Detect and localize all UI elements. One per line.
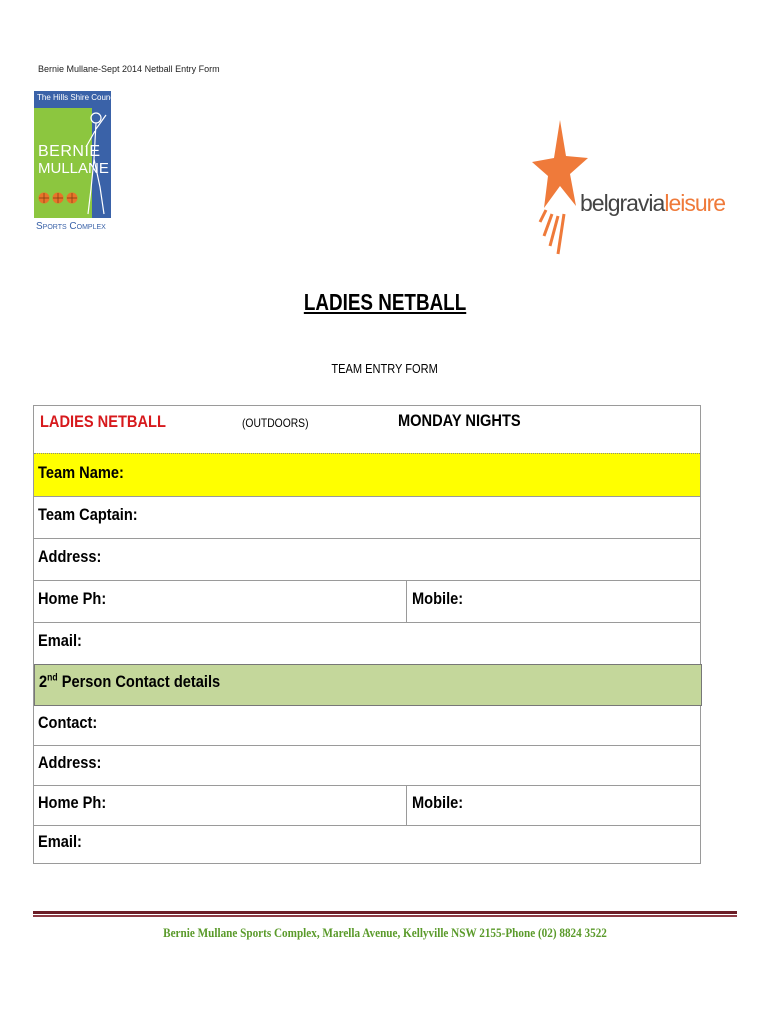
contact-field[interactable] <box>34 706 700 745</box>
mobile2-label: Mobile: <box>412 793 464 812</box>
team-name-label: Team Name: <box>38 463 124 482</box>
column-divider <box>406 581 407 623</box>
second-contact-ordinal: 2 <box>39 672 48 691</box>
email2-field[interactable] <box>34 825 700 863</box>
belgravia-logo <box>530 118 726 258</box>
second-contact-header <box>34 664 702 706</box>
logo-name-bernie: BERNIE <box>38 143 101 160</box>
location-label: (OUTDOORS) <box>242 416 309 430</box>
second-contact-label <box>39 672 220 692</box>
team-captain-label: Team Captain: <box>38 505 138 524</box>
second-contact-rest: Person Contact details <box>57 672 221 691</box>
entry-form-table <box>33 405 701 864</box>
header-note: Bernie Mullane-Sept 2014 Netball Entry Form <box>38 64 220 74</box>
footer-address <box>0 925 770 941</box>
address2-label: Address: <box>38 753 102 772</box>
belgravia-text: belgravia <box>580 190 665 216</box>
home-ph-label: Home Ph: <box>38 589 107 608</box>
address-field[interactable] <box>34 538 700 580</box>
night-label: MONDAY NIGHTS <box>398 411 521 430</box>
form-header-row <box>34 406 700 453</box>
logo-sports-complex: Sports Complex <box>36 221 106 232</box>
leisure-text: leisure <box>664 190 726 216</box>
star-icon <box>530 118 590 258</box>
phone-row <box>34 580 700 622</box>
address2-field[interactable] <box>34 745 700 785</box>
form-subtitle-text: TEAM ENTRY FORM <box>331 361 439 376</box>
email-field[interactable] <box>34 622 700 664</box>
logo-name-mullane: MULLANE <box>38 160 109 177</box>
email-label: Email: <box>38 631 82 650</box>
team-name-field[interactable] <box>34 453 700 496</box>
contact-label: Contact: <box>38 713 98 732</box>
belgravia-wordmark <box>580 190 725 217</box>
balls-icon <box>38 191 80 205</box>
mobile-label: Mobile: <box>412 589 464 608</box>
footer-address-text: Bernie Mullane Sports Complex, Marella Avenue, Kellyville NSW 2155-Phone (02) 8824 3522 <box>163 925 607 940</box>
email2-label: Email: <box>38 832 82 851</box>
home-ph2-label: Home Ph: <box>38 793 107 812</box>
phone2-row <box>34 785 700 825</box>
team-captain-field[interactable] <box>34 496 700 538</box>
bernie-mullane-logo <box>34 91 118 237</box>
second-contact-suffix: nd <box>47 672 58 684</box>
page-title <box>0 289 770 316</box>
page-title-text: LADIES NETBALL <box>303 289 467 315</box>
competition-label: LADIES NETBALL <box>40 412 166 431</box>
column-divider-2 <box>406 786 407 826</box>
footer-divider-2 <box>33 915 737 917</box>
footer-divider <box>33 911 737 914</box>
form-subtitle <box>0 361 770 376</box>
address-label: Address: <box>38 547 102 566</box>
logo-council-text: The Hills Shire Council <box>37 93 118 102</box>
